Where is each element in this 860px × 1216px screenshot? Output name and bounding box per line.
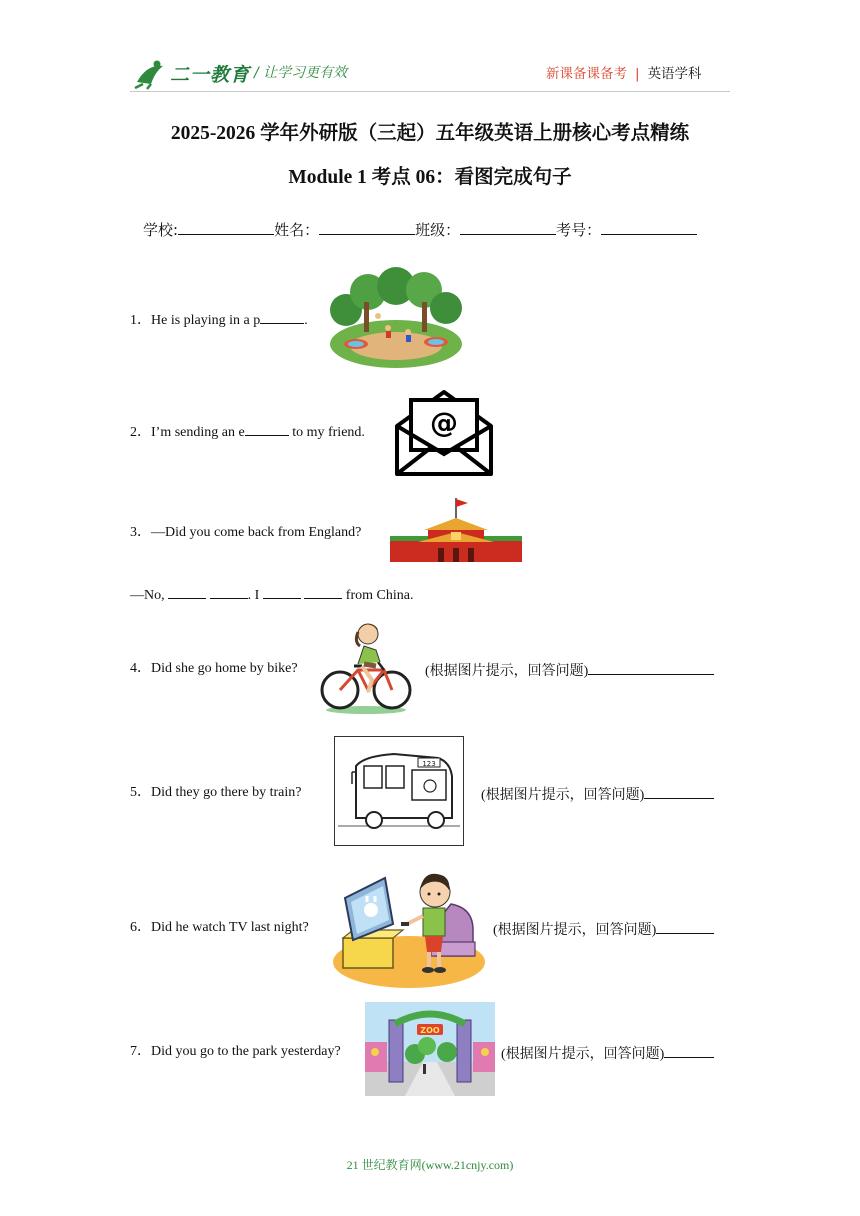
svg-text:@: @: [430, 406, 458, 439]
question-4-answer-blank[interactable]: [588, 662, 714, 675]
girl-on-bike-icon: [318, 616, 414, 716]
number-label: 考号：: [556, 221, 602, 239]
question-6-answer-blank[interactable]: [656, 921, 714, 934]
question-3-answer-end: from China.: [342, 588, 414, 603]
question-7-text: 7．Did you go to the park yesterday?: [130, 1044, 341, 1059]
question-3-blank-4[interactable]: [304, 586, 342, 599]
question-4: [130, 660, 298, 678]
question-1-text: 1．He is playing in a p: [130, 313, 261, 328]
zoo-sign: ZOO: [420, 1026, 440, 1035]
question-6-text: 6．Did he watch TV last night?: [130, 920, 309, 935]
question-3-blank-2[interactable]: [210, 586, 248, 599]
question-3-answer-start: —No,: [130, 588, 169, 603]
question-5-hint: [481, 784, 714, 804]
header-divider: [130, 91, 730, 92]
question-2-text: 2．I’m sending an e: [130, 425, 245, 440]
class-blank[interactable]: [460, 220, 556, 235]
question-5: [130, 784, 301, 802]
question-7-answer-blank[interactable]: [664, 1045, 714, 1058]
question-4-text: 4．Did she go home by bike?: [130, 661, 298, 676]
question-4-hint-text: (根据图片提示，回答问题): [425, 664, 589, 679]
school-label: 学校:: [143, 221, 179, 239]
name-blank[interactable]: [319, 220, 415, 235]
zoo-gate-icon: [365, 1002, 495, 1096]
question-6-hint: [493, 919, 714, 939]
question-1: [130, 311, 308, 330]
student-info: [143, 219, 697, 240]
class-label: 班级：: [415, 221, 461, 239]
header-subject: 英语学科: [647, 66, 702, 82]
question-7-hint: [501, 1043, 714, 1063]
question-3-text: 3．—Did you come back from England?: [130, 525, 362, 540]
question-3-blank-1[interactable]: [168, 586, 206, 599]
number-blank[interactable]: [601, 220, 697, 235]
question-6-hint-text: (根据图片提示，回答问题): [493, 923, 657, 938]
question-4-hint: [425, 660, 714, 680]
question-2-end: to my friend.: [288, 425, 365, 440]
question-1-end: .: [304, 313, 308, 328]
question-1-blank[interactable]: [260, 311, 304, 324]
question-3-answer: [130, 586, 413, 605]
park-picture-icon: [328, 266, 464, 370]
question-2-blank[interactable]: [245, 423, 289, 436]
email-envelope-icon: [393, 386, 495, 478]
boy-watching-tv-icon: [331, 864, 487, 990]
question-5-hint-text: (根据图片提示，回答问题): [481, 788, 645, 803]
name-label: 姓名：: [274, 221, 320, 239]
question-3-blank-3[interactable]: [263, 586, 301, 599]
question-5-answer-blank[interactable]: [644, 786, 714, 799]
page-title: 2025-2026 学年外研版（三起）五年级英语上册核心考点精练: [170, 123, 690, 144]
bus-picture-icon: [334, 736, 464, 846]
bus-number: 123: [422, 760, 436, 768]
question-7: [130, 1043, 341, 1061]
header-right: [546, 62, 702, 82]
header-separator: |: [635, 66, 640, 82]
page-subtitle: Module 1 考点 06：看图完成句子: [288, 167, 572, 188]
slogan: / 让学习更有效: [254, 65, 348, 81]
header-tag: 新课备课备考: [546, 66, 627, 82]
question-2: [130, 423, 365, 442]
question-5-text: 5．Did they go there by train?: [130, 785, 302, 800]
tiananmen-icon: [388, 496, 524, 564]
logo-text: 二一教育: [170, 64, 251, 86]
question-7-hint-text: (根据图片提示，回答问题): [501, 1047, 665, 1062]
question-3: [130, 524, 361, 542]
footer-text: 21 世纪教育网(www.21cnjy.com): [346, 1158, 514, 1172]
school-blank[interactable]: [178, 220, 274, 235]
question-6: [130, 919, 309, 937]
question-3-answer-mid: . I: [247, 588, 263, 603]
